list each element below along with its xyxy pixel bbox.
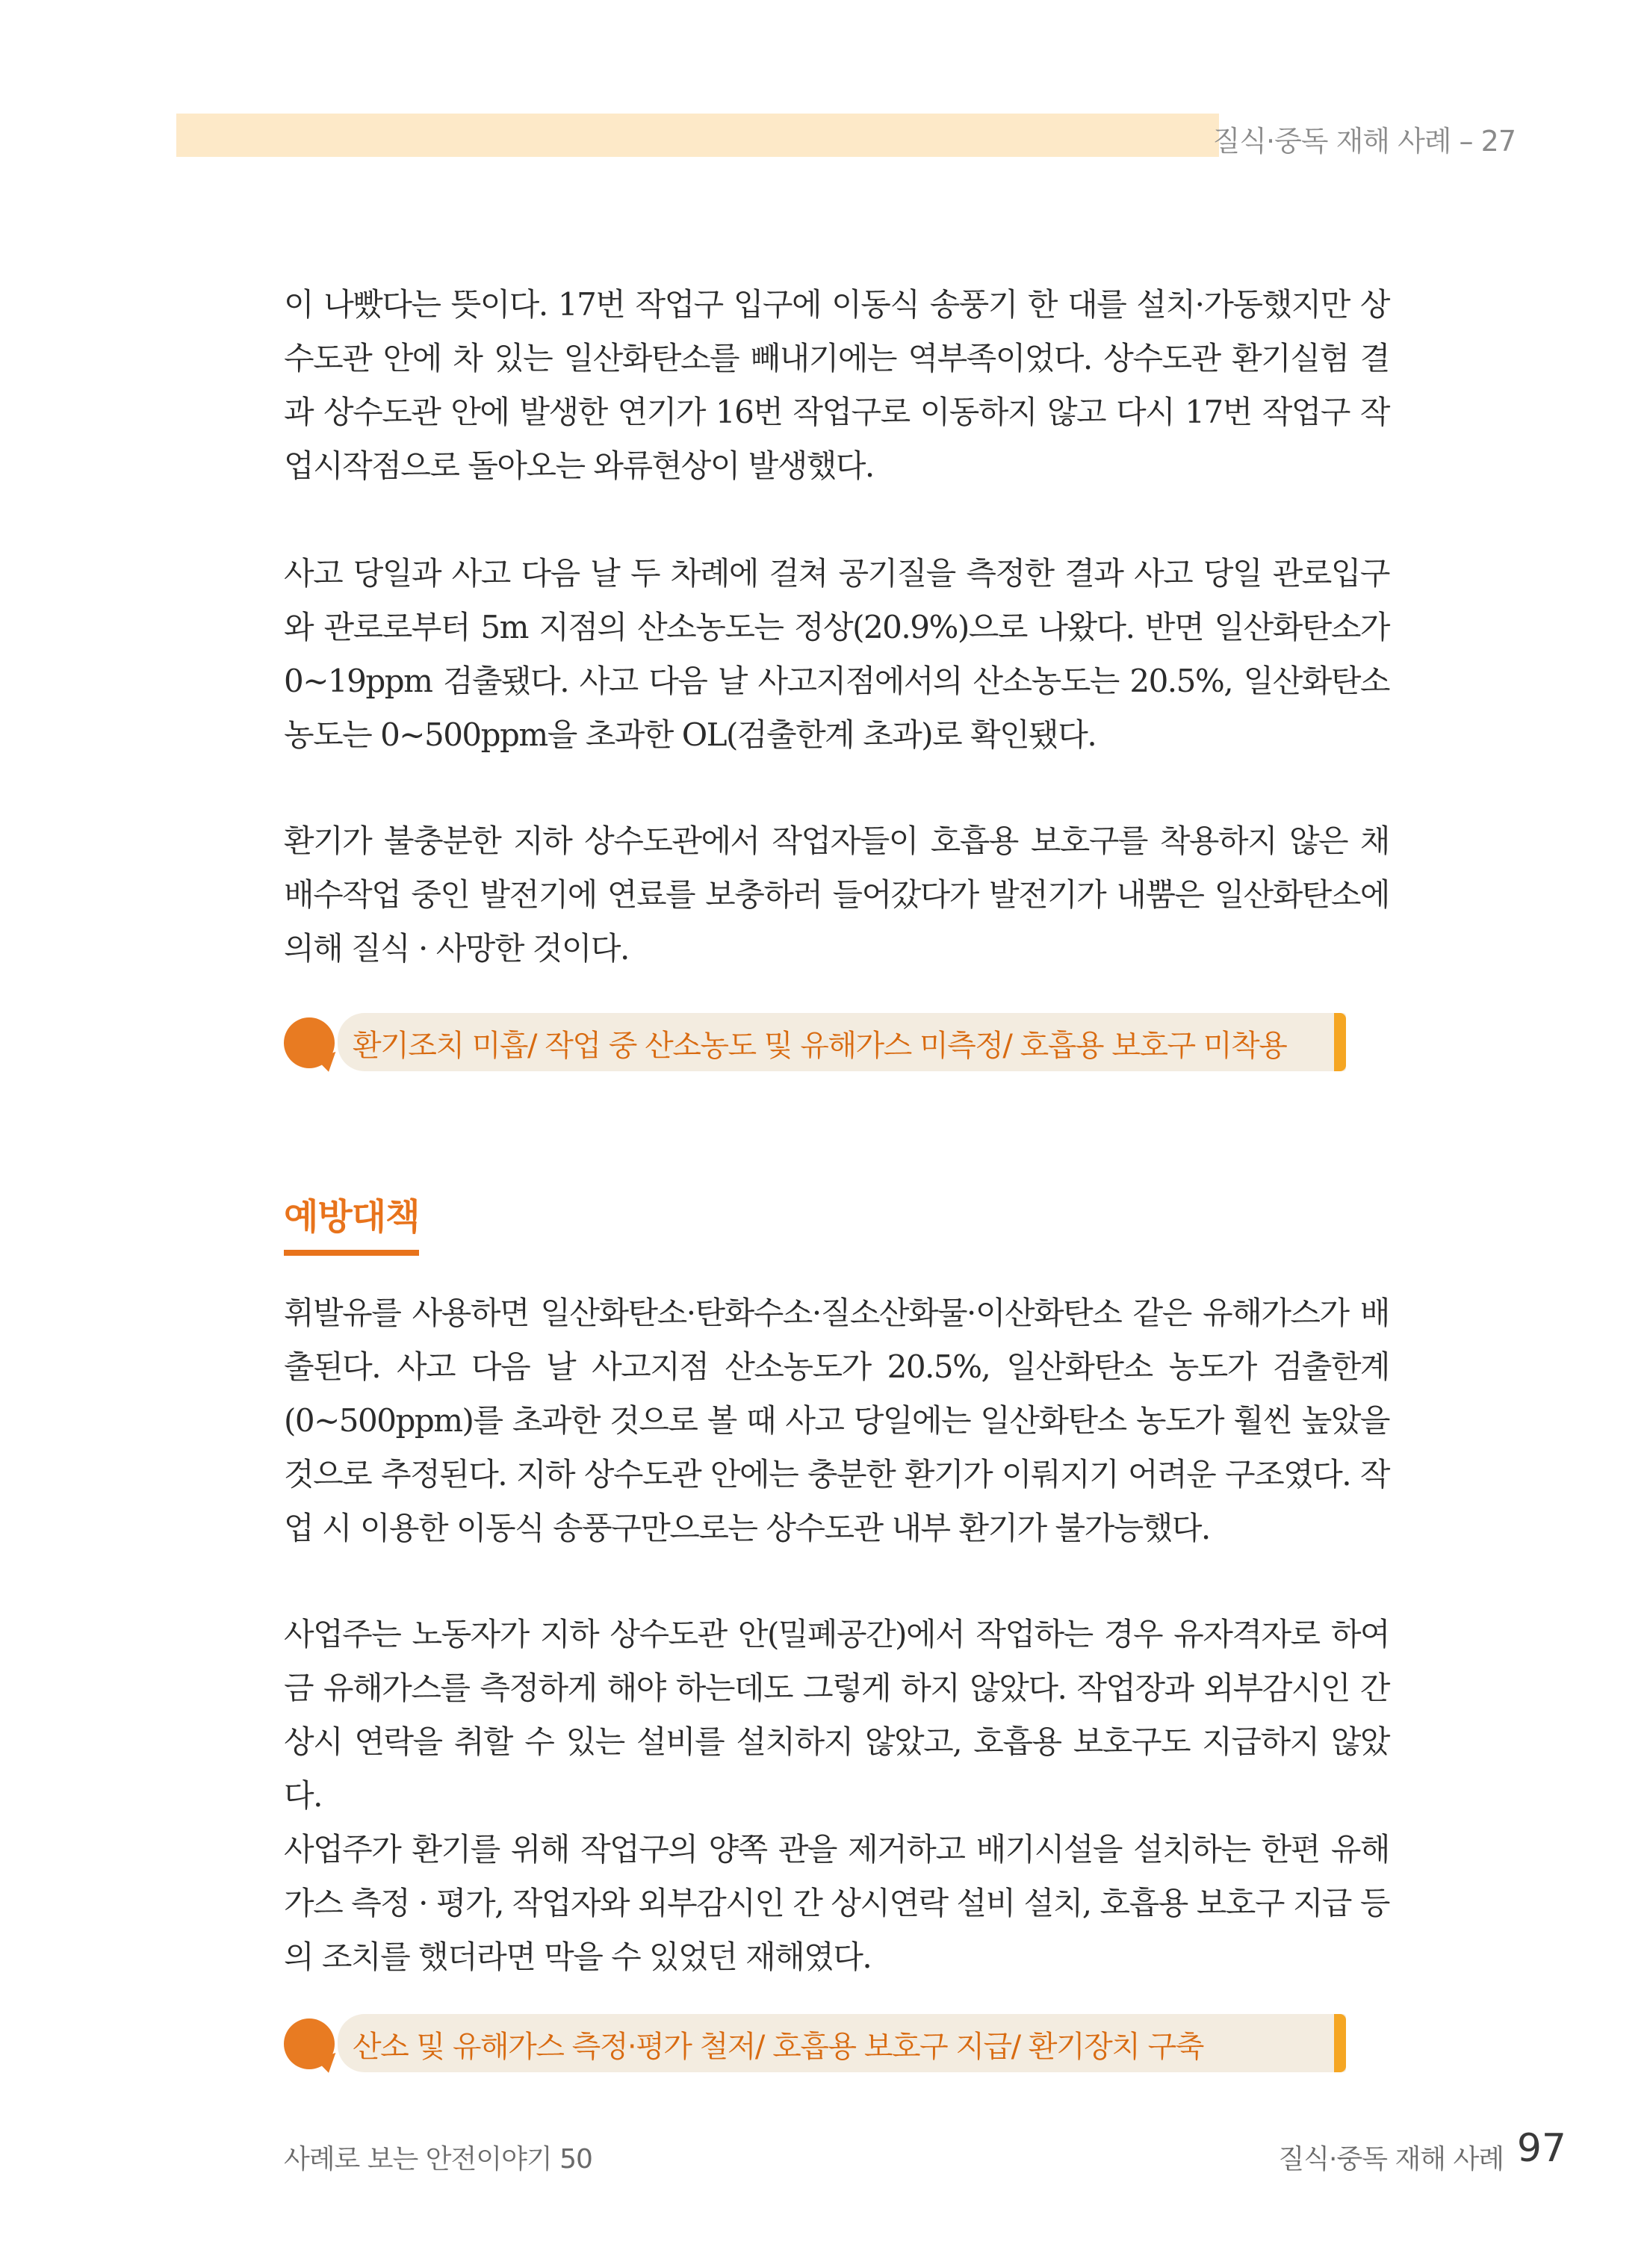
prevention-summary-callout [284, 2014, 1359, 2074]
paragraph-ventilation-failure: 이 나빴다는 뜻이다. 17번 작업구 입구에 이동식 송풍기 한 대를 설치·가동했지만 상수도관 안에 차 있는 일산화탄소를 빼내기에는 역부족이었다. 상수도관 환기실험 결과 상수도관 안에 발생한 연기가 16번 작업구로 이동하지 않고 다시 17번 작업구 작업시작점으로 돌아오는 와류현상이 발생했다. [284, 286, 1389, 484]
paragraph-air-quality-measurement: 사고 당일과 사고 다음 날 두 차례에 걸쳐 공기질을 측정한 결과 사고 당일 관로입구와 관로로부터 5m 지점의 산소농도는 정상(20.9%)으로 나왔다. 반면 일산화탄소가 0~19ppm 검출됐다. 사고 다음 날 사고지점에서의 산소농도는 20.5%, 일산화탄소 농도는 0~500ppm을 초과한 OL(검출한계 초과)로 확인됐다. [284, 555, 1389, 753]
footer-book-title: 사례로 보는 안전이야기 50 [284, 2144, 592, 2175]
speech-bubble-icon [284, 1017, 335, 1068]
header-bar [176, 114, 1219, 157]
prevention-summary-text: 산소 및 유해가스 측정·평가 철저/ 호흡용 보호구 지급/ 환기장치 구축 [353, 2030, 1203, 2064]
page-number: 97 [1516, 2126, 1566, 2171]
speech-bubble-icon [284, 2018, 335, 2069]
footer-section-title: 질식·중독 재해 사례 [1278, 2144, 1504, 2175]
running-header-title: 질식·중독 재해 사례 – 27 [1212, 125, 1516, 158]
paragraph-employer-obligations: 사업주는 노동자가 지하 상수도관 안(밀폐공간)에서 작업하는 경우 유자격자로 하여금 유해가스를 측정하게 해야 하는데도 그렇게 하지 않았다. 작업장과 외부감시인 간 상시 연락을 취할 수 있는 설비를 설치하지 않았고, 호흡용 보호구도 지급하지 않았다. [284, 1616, 1389, 1814]
cause-summary-text: 환기조치 미흡/ 작업 중 산소농도 및 유해가스 미측정/ 호흡용 보호구 미착용 [353, 1029, 1287, 1063]
callout-bar-end [1334, 2014, 1346, 2072]
section-heading-prevention: 예방대책 [284, 1188, 419, 1256]
paragraph-gas-emission: 휘발유를 사용하면 일산화탄소·탄화수소·질소산화물·이산화탄소 같은 유해가스가 배출된다. 사고 다음 날 사고지점 산소농도가 20.5%, 일산화탄소 농도가 검출한계(0~500ppm)를 초과한 것으로 볼 때 사고 당일에는 일산화탄소 농도가 훨씬 높았을 것으로 추정된다. 지하 상수도관 안에는 충분한 환기가 이뤄지기 어려운 구조였다. 작업 시 이용한 이동식 송풍구만으로는 상수도관 내부 환기가 불가능했다. [284, 1295, 1389, 1546]
paragraph-preventable-measures: 사업주가 환기를 위해 작업구의 양쪽 관을 제거하고 배기시설을 설치하는 한편 유해가스 측정 · 평가, 작업자와 외부감시인 간 상시연락 설비 설치, 호흡용 보호구 지급 등의 조치를 했더라면 막을 수 있었던 재해였다. [284, 1831, 1389, 1975]
cause-summary-callout [284, 1013, 1359, 1073]
callout-bar-end [1334, 1013, 1346, 1071]
paragraph-accident-cause: 환기가 불충분한 지하 상수도관에서 작업자들이 호흡용 보호구를 착용하지 않은 채 배수작업 중인 발전기에 연료를 보충하러 들어갔다가 발전기가 내뿜은 일산화탄소에 의해 질식 · 사망한 것이다. [284, 822, 1389, 967]
